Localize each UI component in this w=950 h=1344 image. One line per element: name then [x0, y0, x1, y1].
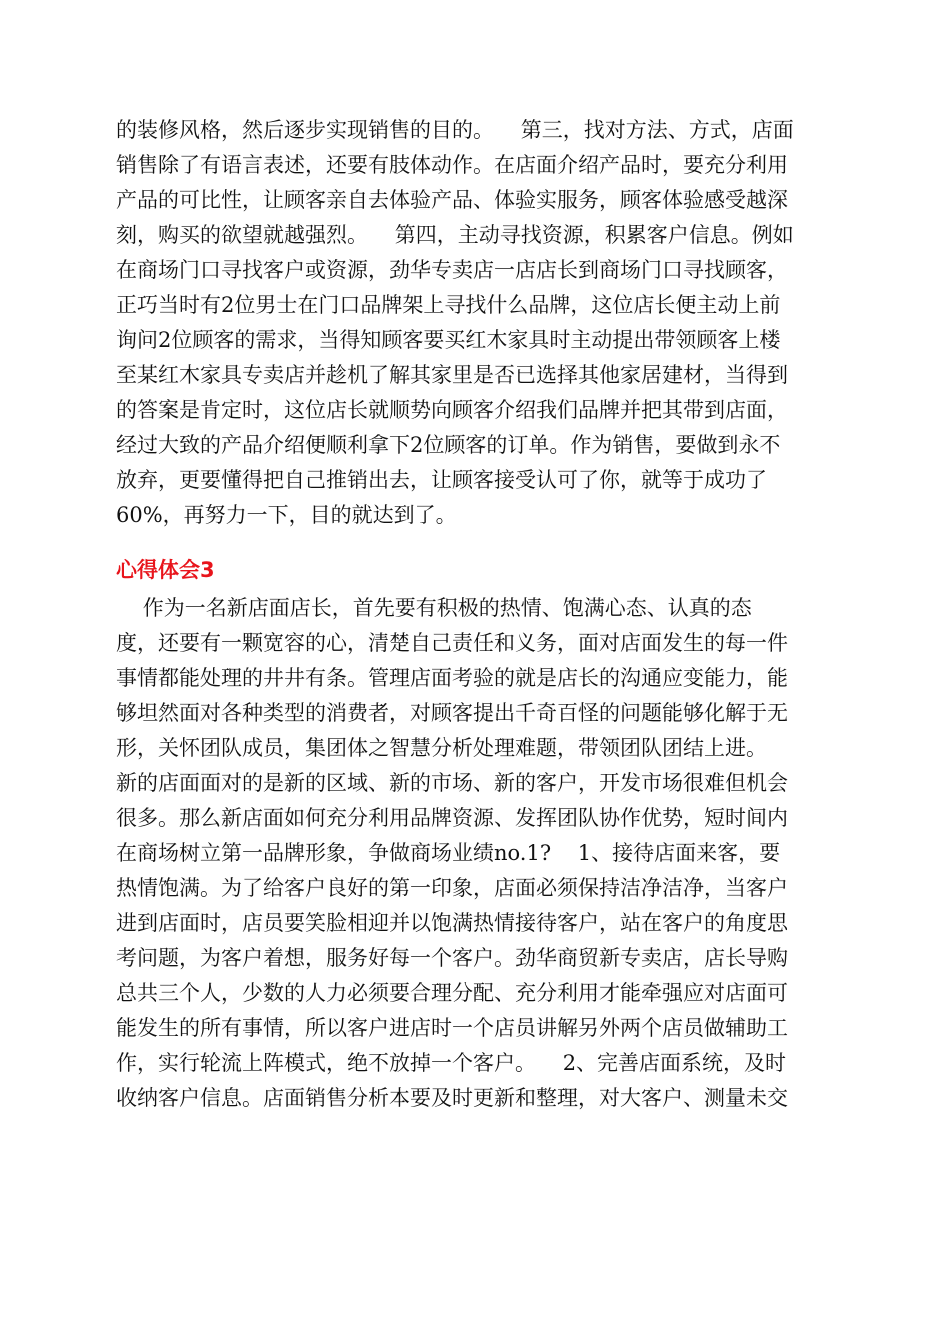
text-line: 作为一名新店面店长，首先要有积极的热情、饱满心态、认真的态 [116, 596, 752, 620]
text-line: 很多。那么新店面如何充分利用品牌资源、发挥团队协作优势，短时间内 [116, 806, 788, 830]
text-line: 放弃，更要懂得把自己推销出去，让顾客接受认可了你，就等于成功了 [116, 468, 767, 492]
text-line: 新的店面面对的是新的区域、新的市场、新的客户，开发市场很难但机会 [116, 771, 788, 795]
text-line: 询问2位顾客的需求，当得知顾客要买红木家具时主动提出带领顾客上楼 [116, 328, 781, 352]
text-line: 收纳客户信息。店面销售分析本要及时更新和整理，对大客户、测量未交 [116, 1086, 788, 1110]
paragraph-2 [116, 591, 836, 1116]
text-line: 形，关怀团队成员，集团体之智慧分析处理难题，带领团队团结上进。 [116, 736, 767, 760]
document-body [116, 113, 836, 1116]
text-line: 在商场门口寻找客户或资源，劲华专卖店一店店长到商场门口寻找顾客， [116, 258, 788, 282]
text-line: 至某红木家具专卖店并趁机了解其家里是否已选择其他家居建材，当得到 [116, 363, 788, 387]
text-line: 事情都能处理的井井有条。管理店面考验的就是店长的沟通应变能力，能 [116, 666, 788, 690]
text-line: 考问题，为客户着想，服务好每一个客户。劲华商贸新专卖店，店长导购 [116, 946, 788, 970]
text-line: 的答案是肯定时，这位店长就顺势向顾客介绍我们品牌并把其带到店面， [116, 398, 788, 422]
text-line: 销售除了有语言表述，还要有肢体动作。在店面介绍产品时，要充分利用 [116, 153, 788, 177]
text-line: 能发生的所有事情，所以客户进店时一个店员讲解另外两个店员做辅助工 [116, 1016, 788, 1040]
text-line: 热情饱满。为了给客户良好的第一印象，店面必须保持洁净洁净，当客户 [116, 876, 788, 900]
section-heading: 心得体会3 [116, 558, 215, 582]
text-line: 经过大致的产品介绍便顺利拿下2位顾客的订单。作为销售，要做到永不 [116, 433, 781, 457]
text-line: 够坦然面对各种类型的消费者，对顾客提出千奇百怪的问题能够化解于无 [116, 701, 788, 725]
text-line: 正巧当时有2位男士在门口品牌架上寻找什么品牌，这位店长便主动上前 [116, 293, 781, 317]
text-line: 60%，再努力一下，目的就达到了。 [116, 503, 457, 527]
text-line: 产品的可比性，让顾客亲自去体验产品、体验实服务，顾客体验感受越深 [116, 188, 788, 212]
text-line: 刻，购买的欲望就越强烈。 第四，主动寻找资源，积累客户信息。例如 [116, 223, 794, 247]
text-line: 总共三个人，少数的人力必须要合理分配、充分利用才能牵强应对店面可 [116, 981, 788, 1005]
text-line: 作，实行轮流上阵模式，绝不放掉一个客户。 2、完善店面系统，及时 [116, 1051, 787, 1075]
text-line: 在商场树立第一品牌形象，争做商场业绩no.1? 1、接待店面来客，要 [116, 841, 781, 865]
text-line: 度，还要有一颗宽容的心，清楚自己责任和义务，面对店面发生的每一件 [116, 631, 788, 655]
text-line: 的装修风格，然后逐步实现销售的目的。 第三，找对方法、方式，店面 [116, 118, 794, 142]
text-line: 进到店面时，店员要笑脸相迎并以饱满热情接待客户，站在客户的角度思 [116, 911, 788, 935]
